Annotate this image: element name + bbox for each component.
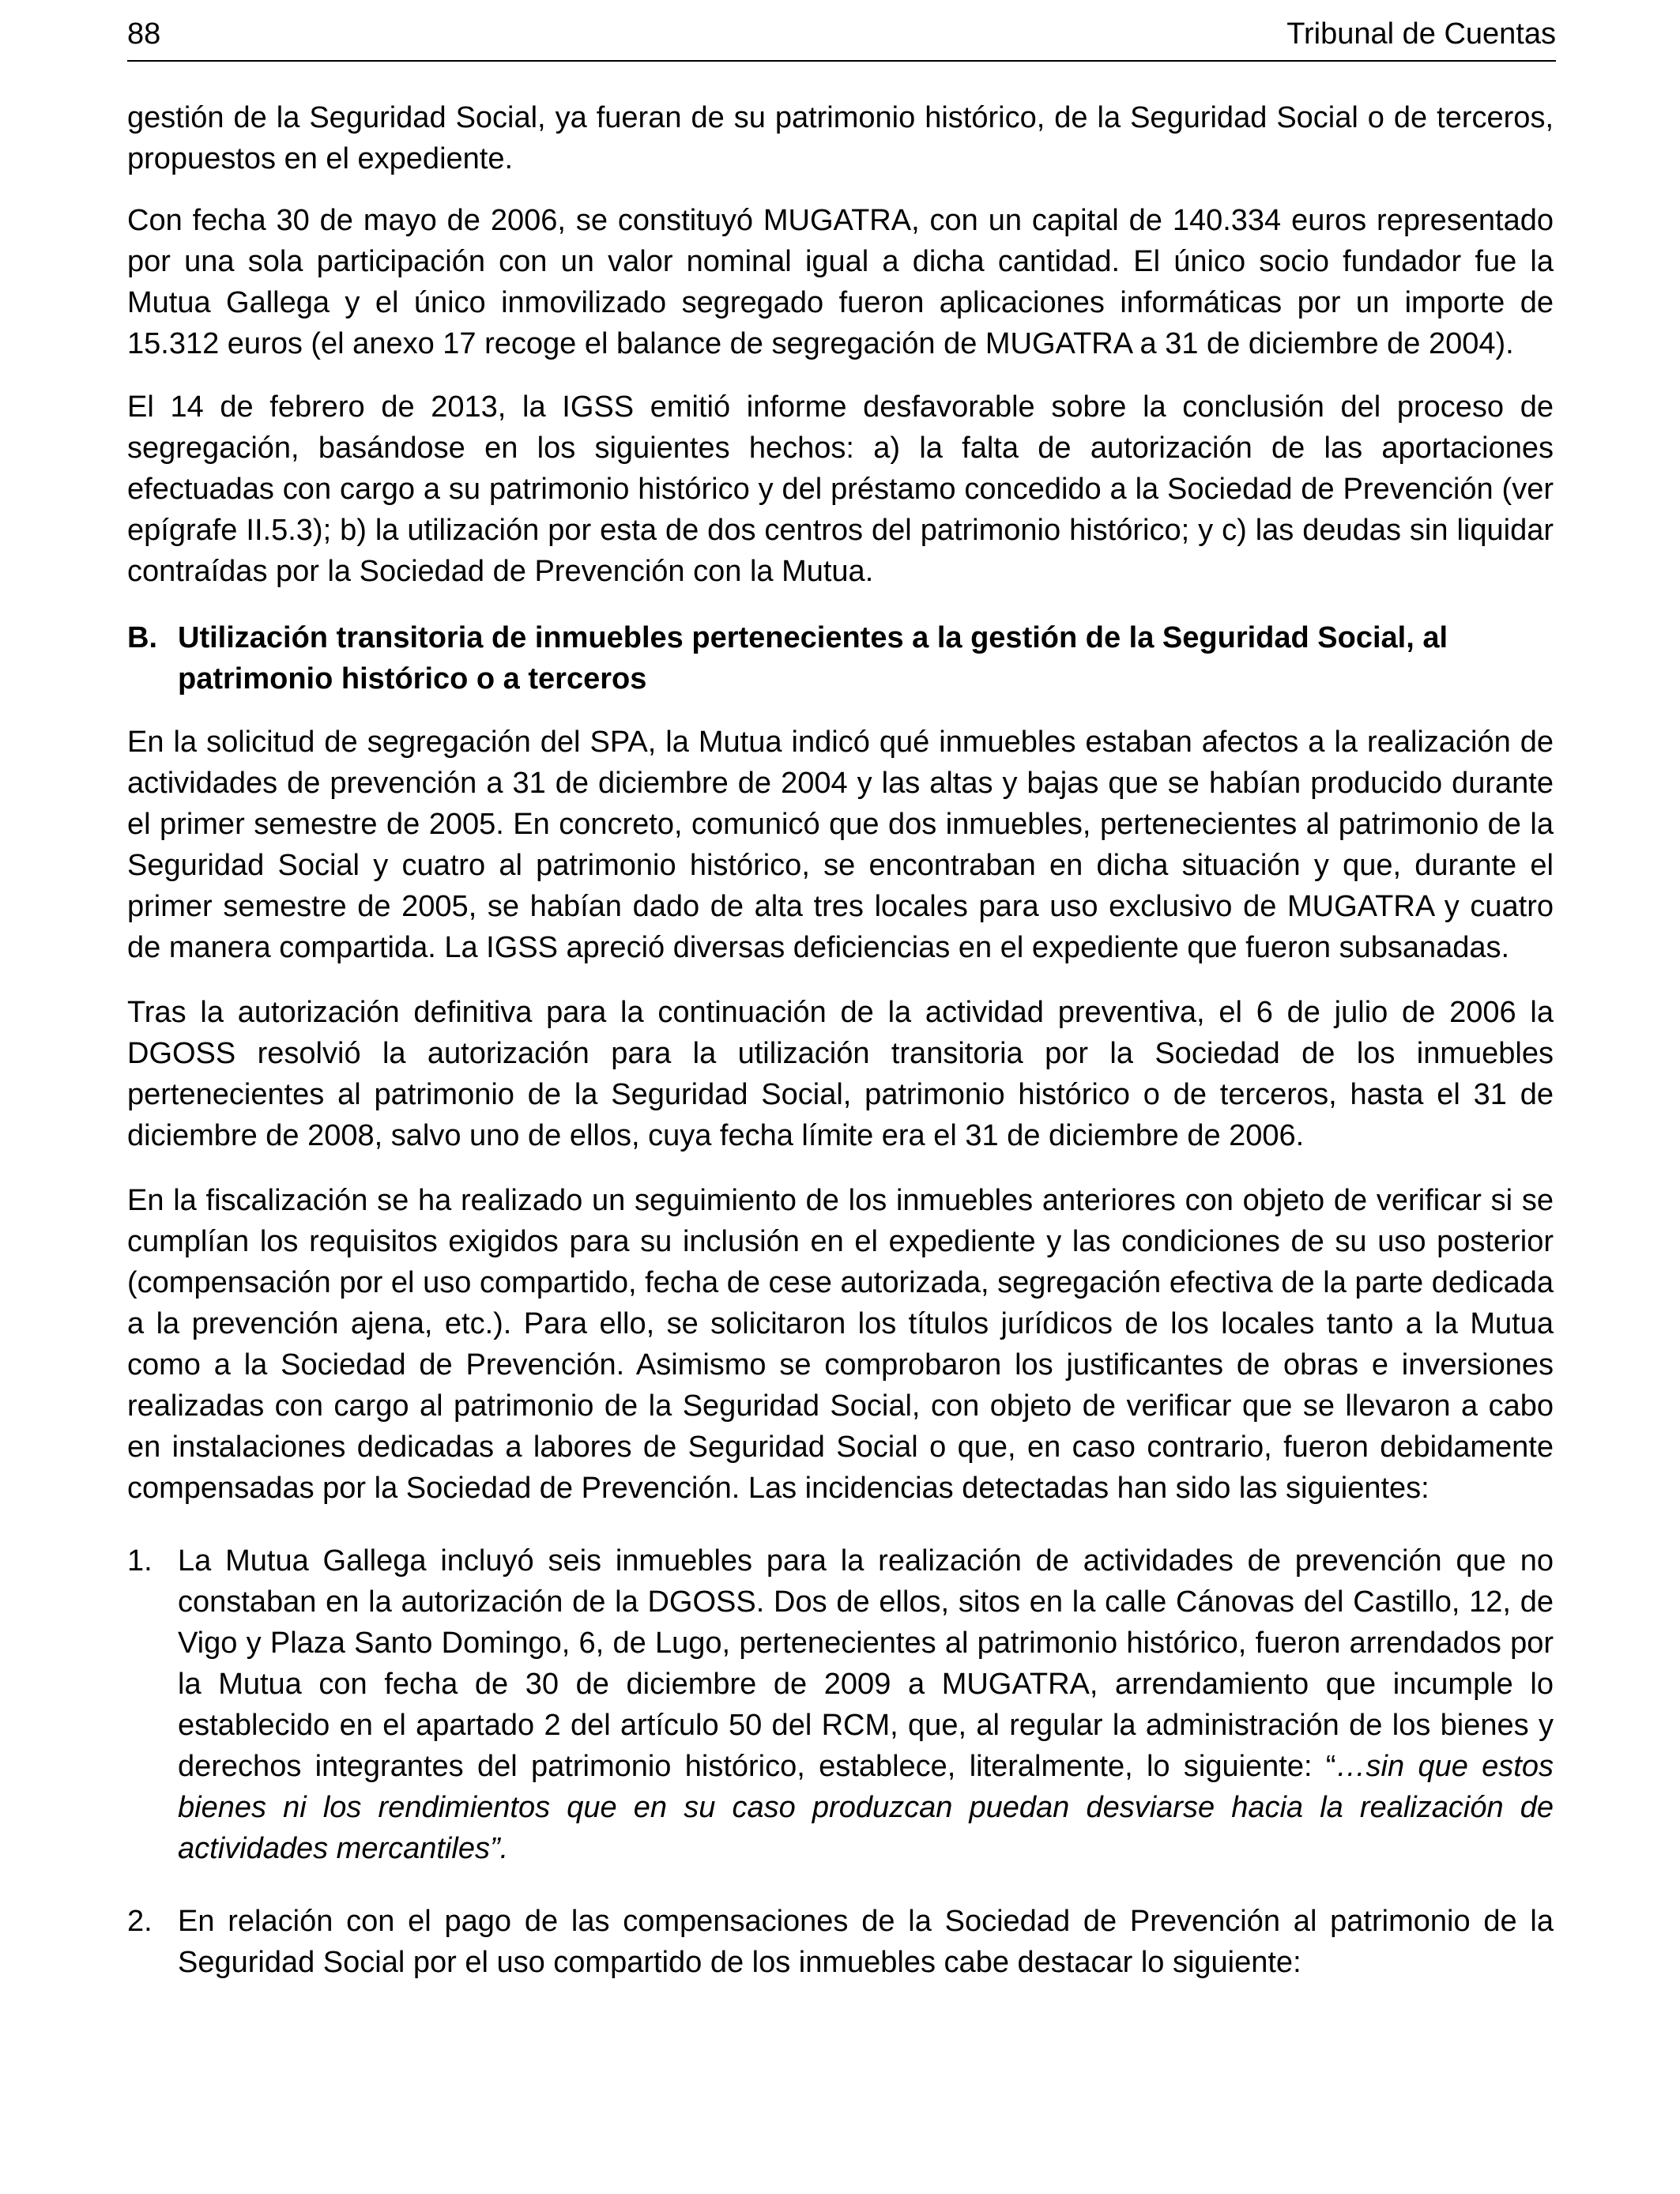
list-number: 1. xyxy=(127,1544,153,1578)
paragraph: El 14 de febrero de 2013, la IGSS emitió informe desfavorable sobre la conclusión del proceso de segregación, basándose en los siguientes hechos: a) la falta de autorización de las aportaciones efectuadas con cargo a su patrimonio histórico y del préstamo concedido a la Sociedad de Prevención (ver epígrafe II.5.3); b) la utilización por esta de dos centros del patrimonio histórico; y c) las deudas sin liquidar contraídas por la Sociedad de Prevención con la Mutua. xyxy=(127,390,1554,588)
quoted-text: …sin que estos bienes ni los rendimientos que en su caso produzcan puedan desviarse hacia la realización de actividades mercantiles”. xyxy=(178,1750,1554,1865)
paragraph: En la fiscalización se ha realizado un seguimiento de los inmuebles anteriores con objeto de verificar si se cumplían los requisitos exigidos para su inclusión en el expediente y las condiciones de su uso posterior (compensación por el uso compartido, fecha de cese autorizada, segregación efectiva de la parte dedicada a la prevención ajena, etc.). Para ello, se solicitaron los títulos jurídicos de los locales tanto a la Mutua como a la Sociedad de Prevención. Asimismo se comprobaron los justificantes de obras e inversiones realizadas con cargo al patrimonio de la Seguridad Social, con objeto de verificar que se llevaron a cabo en instalaciones dedicadas a labores de Seguridad Social o que, en caso contrario, fueron debidamente compensadas por la Sociedad de Prevención. Las incidencias detectadas han sido las siguientes: xyxy=(127,1184,1554,1505)
list-item-text: En relación con el pago de las compensaciones de la Sociedad de Prevención al patrimonio de la Seguridad Social por el uso compartido de los inmuebles cabe destacar lo siguiente: xyxy=(178,1905,1554,1979)
section-marker: B. xyxy=(127,621,157,654)
document-body xyxy=(127,97,1554,1983)
list-item-text: La Mutua Gallega incluyó seis inmuebles para la realización de actividades de prevención que no constaban en la autorización de la DGOSS. Dos de ellos, sitos en la calle Cánovas del Castillo, 12, de Vigo y Plaza Santo Domingo, 6, de Lugo, pertenecientes al patrimonio histórico, fueron arrendados por la Mutua con fecha de 30 de diciembre de 2009 a MUGATRA, arrendamiento que incumple lo establecido en el apartado 2 del artículo 50 del RCM, que, al regular la administración de los bienes y derechos integrantes del patrimonio histórico, establece, literalmente, lo siguiente: “ xyxy=(178,1544,1554,1783)
list-item xyxy=(127,1540,1554,1869)
list-item-content xyxy=(178,1901,1554,1983)
section-title: Utilización transitoria de inmuebles pertenecientes a la gestión de la Seguridad Social, al patrimonio histórico o a terceros xyxy=(178,621,1448,696)
paragraph: Tras la autorización definitiva para la continuación de la actividad preventiva, el 6 de julio de 2006 la DGOSS resolvió la autorización para la utilización transitoria por la Sociedad de los inmuebles pertenecientes al patrimonio de la Seguridad Social, patrimonio histórico o de terceros, hasta el 31 de diciembre de 2008, salvo uno de ellos, cuya fecha límite era el 31 de diciembre de 2006. xyxy=(127,996,1554,1152)
running-title: Tribunal de Cuentas xyxy=(1286,17,1556,51)
paragraph: Con fecha 30 de mayo de 2006, se constituyó MUGATRA, con un capital de 140.334 euros representado por una sola participación con un valor nominal igual a dicha cantidad. El único socio fundador fue la Mutua Gallega y el único inmovilizado segregado fueron aplicaciones informáticas por un importe de 15.312 euros (el anexo 17 recoge el balance de segregación de MUGATRA a 31 de diciembre de 2004). xyxy=(127,204,1554,360)
paragraph: gestión de la Seguridad Social, ya fueran de su patrimonio histórico, de la Seguridad Social o de terceros, propuestos en el expediente. xyxy=(127,101,1554,175)
page-number: 88 xyxy=(127,17,161,51)
list-item xyxy=(127,1901,1554,1983)
section-heading xyxy=(127,617,1554,699)
page-header xyxy=(127,11,1556,62)
paragraph: En la solicitud de segregación del SPA, la Mutua indicó qué inmuebles estaban afectos a la realización de actividades de prevención a 31 de diciembre de 2004 y las altas y bajas que se habían producido durante el primer semestre de 2005. En concreto, comunicó que dos inmuebles, pertenecientes al patrimonio de la Seguridad Social y cuatro al patrimonio histórico, se encontraban en dicha situación y que, durante el primer semestre de 2005, se habían dado de alta tres locales para uso exclusivo de MUGATRA y cuatro de manera compartida. La IGSS apreció diversas deficiencias en el expediente que fueron subsanadas. xyxy=(127,726,1554,964)
list-item-content xyxy=(178,1540,1554,1869)
list-number: 2. xyxy=(127,1905,153,1938)
